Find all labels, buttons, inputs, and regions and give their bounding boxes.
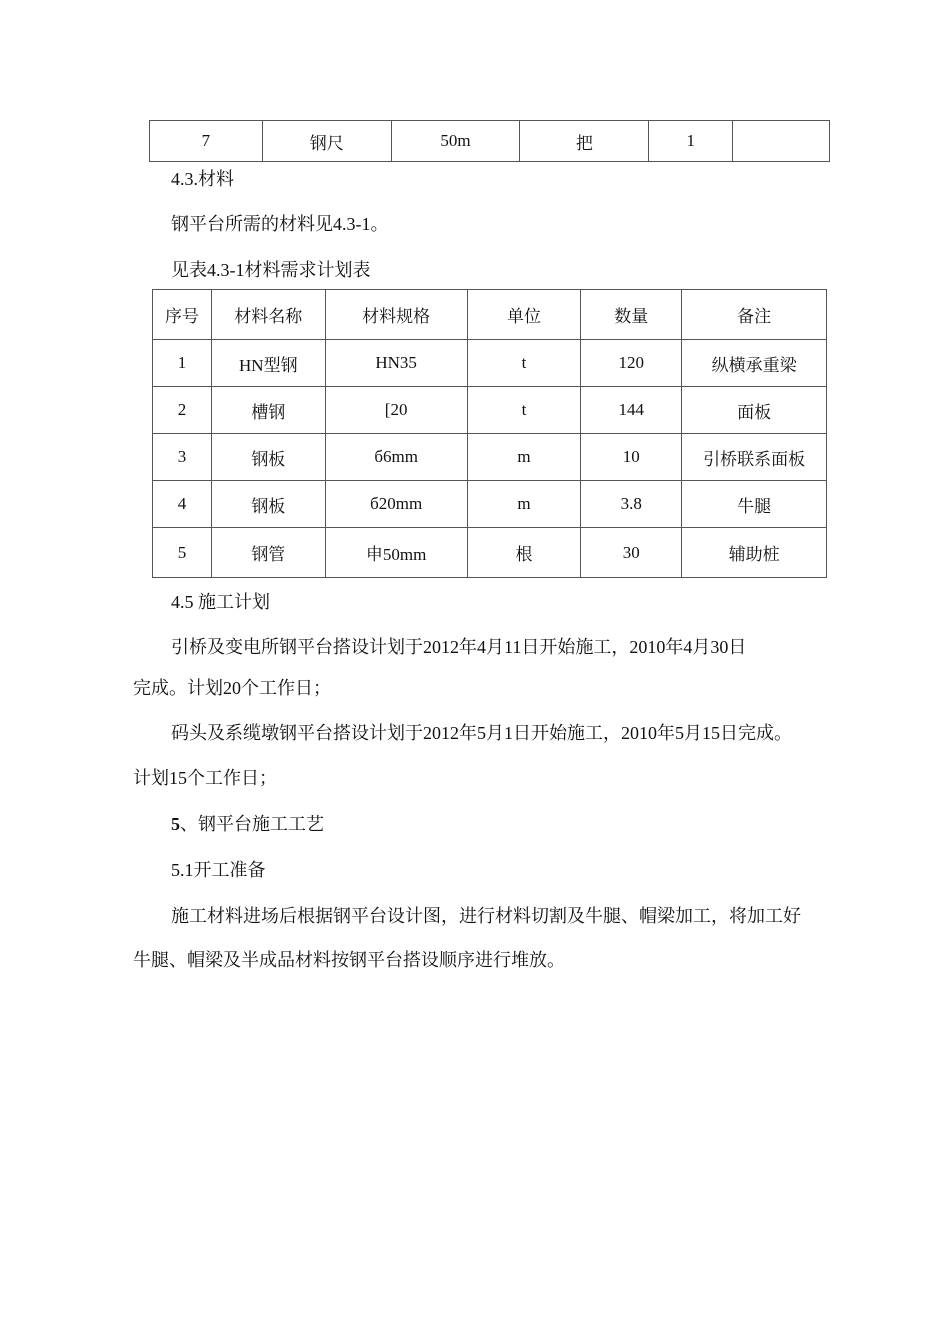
- table-cell: 引桥联系面板: [682, 434, 827, 481]
- paragraph-line: 施工材料进场后根据钢平台设计图，进行材料切割及牛腿、帽梁加工，将加工好: [171, 906, 801, 926]
- table-cell: 144: [581, 387, 682, 434]
- paragraph: 钢平台所需的材料见4.3-1。: [171, 214, 389, 234]
- header-cell: 材料规格: [325, 290, 467, 340]
- header-cell: 材料名称: [211, 290, 325, 340]
- table-cell: 槽钢: [211, 387, 325, 434]
- table-header-row: [153, 290, 827, 340]
- section-heading-4-5: 4.5 施工计划: [171, 592, 270, 612]
- table-row: [153, 481, 827, 528]
- table-cell: HN型钢: [211, 340, 325, 387]
- table-cell: 10: [581, 434, 682, 481]
- table-cell: 1: [649, 121, 733, 162]
- table-cell: 辅助桩: [682, 528, 827, 578]
- table-cell: t: [467, 340, 581, 387]
- header-cell: 单位: [467, 290, 581, 340]
- section-heading-5-1: 5.1开工准备: [171, 860, 266, 880]
- table-cell: 4: [153, 481, 212, 528]
- table-cell: t: [467, 387, 581, 434]
- paragraph-line: 牛腿、帽梁及半成品材料按钢平台搭设顺序进行堆放。: [133, 950, 565, 970]
- paragraph-line: 完成。计划20个工作日；: [133, 678, 331, 698]
- tools-table-fragment: [149, 120, 830, 162]
- table-row: [150, 121, 830, 162]
- table-row: [153, 387, 827, 434]
- header-cell: 备注: [682, 290, 827, 340]
- table-cell: 钢尺: [262, 121, 391, 162]
- table-caption: 见表4.3-1材料需求计划表: [171, 260, 371, 280]
- table-cell: 3.8: [581, 481, 682, 528]
- paragraph-line: 码头及系缆墩钢平台搭设计划于2012年5月1日开始施工，2010年5月15日完成。: [171, 723, 792, 743]
- table-cell: HN35: [325, 340, 467, 387]
- table-cell: 2: [153, 387, 212, 434]
- table-cell: б6mm: [325, 434, 467, 481]
- table-cell: [20: [325, 387, 467, 434]
- table-cell: 3: [153, 434, 212, 481]
- table-cell: 1: [153, 340, 212, 387]
- table-cell: 钢管: [211, 528, 325, 578]
- section-heading-5: [171, 810, 324, 836]
- table-row: [153, 434, 827, 481]
- table-cell: 申50mm: [325, 528, 467, 578]
- table-cell: 把: [520, 121, 649, 162]
- table-cell: m: [467, 481, 581, 528]
- table-cell: 30: [581, 528, 682, 578]
- paragraph-line: 计划15个工作日；: [133, 768, 277, 788]
- table-cell: 50m: [391, 121, 520, 162]
- table-row: [153, 340, 827, 387]
- table-cell: m: [467, 434, 581, 481]
- table-row: [153, 528, 827, 578]
- table-cell: 7: [150, 121, 263, 162]
- table-cell: 根: [467, 528, 581, 578]
- table-cell: 钢板: [211, 481, 325, 528]
- table-cell: 牛腿: [682, 481, 827, 528]
- table-cell: 纵横承重梁: [682, 340, 827, 387]
- section-number: 5: [171, 814, 180, 834]
- header-cell: 序号: [153, 290, 212, 340]
- table-cell: 面板: [682, 387, 827, 434]
- paragraph-line: 引桥及变电所钢平台搭设计划于2012年4月11日开始施工，2010年4月30日: [171, 637, 747, 657]
- section-title: 、钢平台施工工艺: [180, 814, 324, 834]
- table-cell: б20mm: [325, 481, 467, 528]
- table-cell: 5: [153, 528, 212, 578]
- header-cell: 数量: [581, 290, 682, 340]
- table-cell: 钢板: [211, 434, 325, 481]
- table-cell: 120: [581, 340, 682, 387]
- materials-table: [152, 289, 827, 578]
- section-heading-4-3: 4.3.材料: [171, 169, 234, 189]
- table-cell: [733, 121, 830, 162]
